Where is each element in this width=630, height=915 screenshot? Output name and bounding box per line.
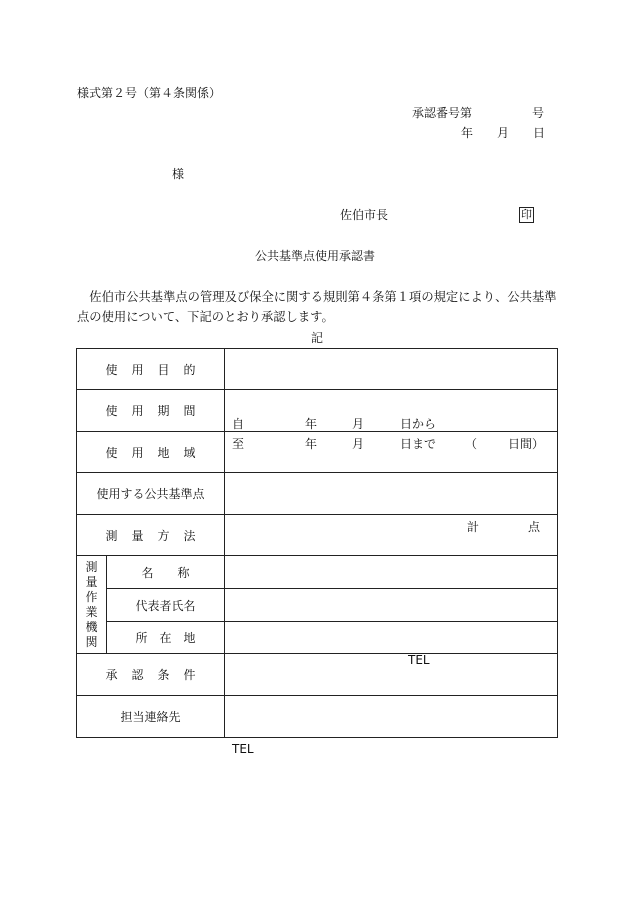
row-org-name — [77, 556, 558, 589]
points-value[interactable] — [225, 473, 558, 534]
org-tel-label: TEL — [408, 652, 430, 667]
period-from-day: 日から — [400, 416, 437, 431]
approval-number-suffix: 号 — [532, 106, 545, 120]
form-number: 様式第２号（第４条関係） — [77, 86, 222, 100]
purpose-value[interactable] — [225, 349, 558, 390]
conditions-value[interactable] — [225, 654, 558, 696]
row-contact — [77, 696, 558, 738]
row-org-rep — [77, 589, 558, 622]
addressee-suffix: 様 — [172, 167, 185, 181]
seal-mark: 印 — [521, 208, 532, 221]
points-label: 使用する公共基準点 — [77, 473, 225, 515]
method-label: 測量方法 — [77, 515, 225, 556]
contact-value[interactable] — [225, 696, 558, 756]
row-method — [77, 515, 558, 556]
period-to-month: 月 — [352, 436, 365, 451]
date-day: 日 — [533, 126, 546, 140]
org-address-value[interactable] — [225, 622, 558, 667]
approval-number-prefix: 承認番号第 — [412, 106, 473, 120]
points-unit: 点 — [528, 519, 541, 534]
org-rep-value[interactable] — [225, 589, 558, 622]
body-paragraph: 佐伯市公共基準点の管理及び保全に関する規則第４条第１項の規定により、公共基準点の使用について、下記のとおり承認します。 — [77, 290, 557, 324]
row-period — [77, 390, 558, 432]
method-value[interactable] — [225, 515, 558, 556]
period-label: 使用期間 — [77, 390, 225, 432]
approval-table — [76, 348, 558, 756]
period-from-label: 自 — [232, 416, 245, 431]
date-month: 月 — [497, 126, 510, 140]
period-from-year: 年 — [305, 416, 318, 431]
row-org-address — [77, 622, 558, 654]
period-to-day: 日まで — [400, 436, 437, 451]
period-from-month: 月 — [352, 416, 365, 431]
date-year: 年 — [461, 126, 474, 140]
purpose-label: 使用目的 — [77, 349, 225, 390]
document-title: 公共基準点使用承認書 — [255, 249, 376, 263]
ki-label: 記 — [311, 331, 324, 345]
period-to-year: 年 — [305, 436, 318, 451]
period-days: 日間） — [508, 436, 545, 451]
org-name-label: 名称 — [107, 556, 225, 589]
contact-tel-label: TEL — [232, 741, 254, 756]
contact-label: 担当連絡先 — [77, 696, 225, 738]
org-address-label: 所在地 — [107, 622, 225, 654]
row-purpose — [77, 349, 558, 390]
conditions-label: 承認条件 — [77, 654, 225, 696]
period-paren-open: （ — [465, 436, 478, 451]
points-total-label: 計 — [467, 519, 480, 534]
org-name-value[interactable] — [225, 556, 558, 589]
period-value[interactable] — [225, 390, 558, 451]
row-points — [77, 473, 558, 515]
org-group-label: 測 量 作 業 機 関 — [77, 556, 107, 654]
row-conditions — [77, 654, 558, 696]
org-rep-label: 代表者氏名 — [107, 589, 225, 622]
area-label: 使用地域 — [77, 432, 225, 473]
issuer-name: 佐伯市長 — [340, 208, 389, 222]
period-to-label: 至 — [232, 436, 245, 451]
